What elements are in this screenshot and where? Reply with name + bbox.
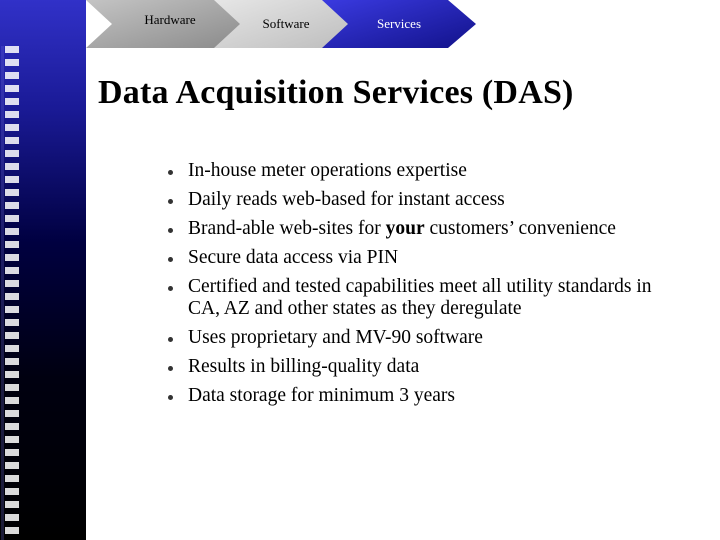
list-item: [168, 160, 688, 182]
list-item: [168, 385, 688, 407]
list-item: [168, 327, 688, 349]
tab-services[interactable]: [322, 0, 476, 48]
side-decoration-band: [0, 0, 86, 540]
bullet-dot-icon: [168, 366, 173, 371]
tab-hardware-label: Hardware: [144, 12, 196, 27]
bullet-dot-icon: [168, 199, 173, 204]
bullet-text: Certified and tested capabilities meet all utility standards in CA, AZ and other states as they deregulate: [188, 276, 652, 319]
bullet-dot-icon: [168, 395, 173, 400]
list-item: [168, 356, 688, 378]
list-item: [168, 189, 688, 211]
bullet-dot-icon: [168, 286, 173, 291]
bullet-text: Results in billing-quality data: [188, 356, 420, 377]
bullet-text-post: customers’ convenience: [424, 218, 616, 239]
list-item: [168, 276, 688, 320]
bullet-text-pre: Brand-able web-sites for: [188, 218, 386, 239]
list-item: [168, 247, 688, 269]
bullet-dot-icon: [168, 337, 173, 342]
side-stripe: [1, 46, 4, 540]
bullet-text: Uses proprietary and MV-90 software: [188, 327, 483, 348]
tab-services-label: Services: [376, 16, 422, 31]
page-title: Data Acquisition Services (DAS): [98, 74, 574, 111]
bullet-dot-icon: [168, 228, 173, 233]
bullet-text-emphasis: your: [385, 218, 425, 239]
tab-software-label: Software: [262, 16, 310, 31]
bullet-text: Secure data access via PIN: [188, 247, 399, 268]
side-square-pattern: [5, 46, 19, 540]
bullet-text: Data storage for minimum 3 years: [188, 385, 455, 406]
bullet-text: Daily reads web-based for instant access: [188, 189, 505, 210]
list-item: [168, 218, 688, 240]
bullet-text: In-house meter operations expertise: [188, 160, 467, 181]
bullet-dot-icon: [168, 257, 173, 262]
section-nav: [86, 0, 486, 48]
bullet-dot-icon: [168, 170, 173, 175]
bullet-list: [168, 160, 688, 414]
